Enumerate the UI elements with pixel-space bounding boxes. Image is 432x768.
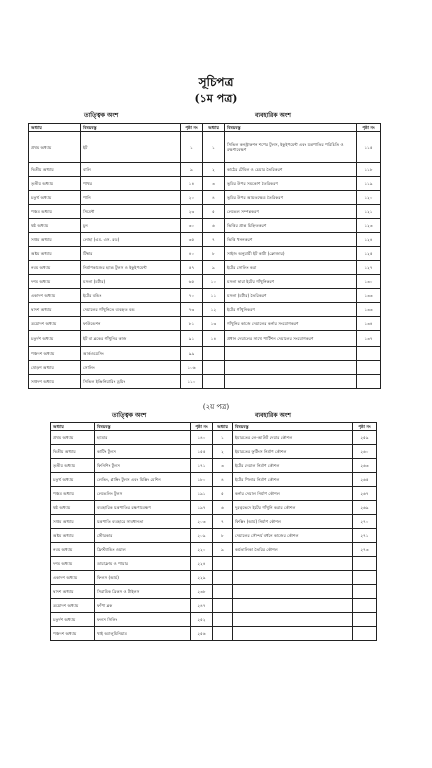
part1-cell-practical-subject: ভূমির উপর সমকোণ তৈরিকরণ [225, 177, 357, 191]
part2-cell-subject: কাটিং টুলস [95, 445, 191, 459]
part2-cell-subject: ডায়াফ্রাম ও পায়ার [95, 557, 191, 571]
part1-cell-page: ৬৫ [181, 275, 203, 289]
part1-cell-practical-subject: সিভিল কনস্ট্রাকশন শপের টুলস, ইকুইপমেন্ট এবং যন্ত্রপাতির পরিচিতি ও রক্ষণাবেক্ষণ [225, 132, 357, 163]
part2-cell-chapter: নবম অধ্যায় [51, 543, 95, 557]
part1-cell-page: ৯ [181, 163, 203, 177]
part1-row [29, 163, 381, 177]
part1-cell-page: ৭০ [181, 289, 203, 303]
part2-cell-page: ১৫৫ [191, 445, 213, 459]
part2-cell-chapter: অষ্টম অধ্যায় [51, 529, 95, 543]
part1-cell-practical-subject: ইটের সোলিং করা [225, 261, 357, 275]
part2-cell-practical-subject: কর্নার দেয়াল নির্মাণ কৌশল [233, 487, 353, 501]
part2-cell-practical-no [213, 613, 233, 627]
part2-cell-chapter: একাদশ অধ্যায় [51, 571, 95, 585]
part1-cell-practical-no: ১০ [203, 275, 225, 289]
part2-cell-practical-no: ৬ [213, 501, 233, 515]
part1-cell-practical-page: ১২৩ [357, 219, 381, 233]
part1-row [29, 177, 381, 191]
part1-cell-page: ১৪ [181, 177, 203, 191]
part2-cell-practical-no [213, 627, 233, 641]
part1-row [29, 219, 381, 233]
part1-row [29, 331, 381, 347]
part2-cell-chapter: সপ্তম অধ্যায় [51, 515, 95, 529]
part1-cell-page: ১১০ [181, 375, 203, 389]
part2-cell-subject: লেভিং, প্লাম্বিং টুলস এবং মিক্সিং মেশিন [95, 473, 191, 487]
part1-cell-chapter: সপ্তম অধ্যায় [29, 233, 81, 247]
part2-cell-practical-subject: দুরত্বভেদে ইটের গাঁথুনি করার কৌশল [233, 501, 353, 515]
part2-cell-practical-no: ৭ [213, 515, 233, 529]
part1-cell-practical-no: ৮ [203, 247, 225, 261]
part1-cell-practical-no: ৩ [203, 177, 225, 191]
page-title: সূচিপত্র [198, 75, 234, 89]
part2-cell-practical-no: ১ [213, 431, 233, 445]
part2-row [51, 585, 377, 599]
part1-cell-practical-no [203, 347, 225, 361]
part2-row [51, 487, 377, 501]
part1-cell-subject: টিম্বার [81, 247, 181, 261]
part2-cell-practical-no: ২ [213, 445, 233, 459]
part2-row [51, 543, 377, 557]
part2-cell-practical-subject: কর্মতালিকা তৈরির কৌশল [233, 543, 353, 557]
part1-cell-practical-page: ১৩৩ [357, 289, 381, 303]
part2-cell-practical-subject [233, 557, 353, 571]
part1-cell-subject: ফাউন্ডেশন [81, 317, 181, 331]
part2-cell-chapter: পঞ্চদশ অধ্যায় [51, 627, 95, 641]
part2-cell-practical-subject: ইটের দেয়াল নির্মাণ কৌশল [233, 459, 353, 473]
part2-cell-practical-page: ২৬৭ [353, 487, 377, 501]
part2-row [51, 599, 377, 613]
part1-cell-practical-subject [225, 361, 357, 375]
part2-cell-page: ২৪৭ [191, 599, 213, 613]
part1-practical-heading: ব্যবহারিক অংশ [255, 112, 291, 119]
part1-cell-practical-subject [225, 347, 357, 361]
part2-cell-practical-page: ২৫৯ [353, 431, 377, 445]
part2-cell-subject: ফলস সিলিং [95, 613, 191, 627]
part1-cell-chapter: ষষ্ঠ অধ্যায় [29, 219, 81, 233]
part2-cell-page: ২২৪ [191, 557, 213, 571]
part1-cell-practical-page: ১১৫ [357, 132, 381, 163]
part2-header-subject: বিষয়বস্তু [95, 423, 191, 431]
part2-cell-practical-page [353, 585, 377, 599]
part1-cell-practical-no: ৪ [203, 191, 225, 205]
part1-header-row [29, 124, 381, 132]
part1-cell-page: ১০৬ [181, 361, 203, 375]
part2-cell-chapter: দশম অধ্যায় [51, 557, 95, 571]
part1-cell-page: ৯৯ [181, 347, 203, 361]
part2-row [51, 613, 377, 627]
part2-cell-practical-page: ২৬৫ [353, 473, 377, 487]
part1-cell-practical-subject: প্রধান দেয়ালের সাথে পার্টিশন দেয়ালের সংযোগকরণ [225, 331, 357, 347]
part1-table [28, 123, 381, 389]
part1-cell-subject: সোলিং [81, 361, 181, 375]
part1-cell-chapter: প্রথম অধ্যায় [29, 132, 81, 163]
part2-header-practical-subject: বিষয়বস্তু [233, 423, 353, 431]
part1-cell-page: ৩৫ [181, 233, 203, 247]
part2-cell-practical-subject [233, 599, 353, 613]
part1-header-subject: বিষয়বস্তু [81, 124, 181, 132]
part2-cell-practical-subject [233, 585, 353, 599]
part1-header-practical-page: পৃষ্ঠা নং [357, 124, 381, 132]
part2-cell-chapter: প্রথম অধ্যায় [51, 431, 95, 445]
part1-cell-practical-page: ১২৫ [357, 247, 381, 261]
part1-cell-practical-page: ১২৪ [357, 233, 381, 247]
part2-row [51, 515, 377, 529]
part2-header-row [51, 423, 377, 431]
part1-cell-practical-subject: ভিত্তির প্রান্ত চিহ্নিতকরণ [225, 219, 357, 233]
part2-row [51, 431, 377, 445]
part1-cell-practical-subject: মসলা (মর্টার) তৈরিকরণ [225, 289, 357, 303]
part2-table [50, 422, 377, 641]
part2-row [51, 459, 377, 473]
part1-cell-practical-no: ৫ [203, 205, 225, 219]
part2-cell-practical-page: ২৭৩ [353, 543, 377, 557]
part2-row [51, 445, 377, 459]
part1-row [29, 347, 381, 361]
part1-cell-practical-page: ১১৮ [357, 163, 381, 177]
part1-cell-page: ৯১ [181, 331, 203, 347]
part1-cell-subject: সিমেন্ট [81, 205, 181, 219]
part2-cell-practical-no: ৮ [213, 529, 233, 543]
part2-cell-page: ২০৯ [191, 529, 213, 543]
part2-cell-page: ২৫৬ [191, 627, 213, 641]
part1-cell-subject: ইট বা ব্লকের গাঁথুনির কাজ [81, 331, 181, 347]
part2-cell-practical-page: ২৭১ [353, 529, 377, 543]
part1-row [29, 261, 381, 275]
part1-cell-practical-no: ৯ [203, 261, 225, 275]
part1-cell-practical-subject [225, 375, 357, 389]
part2-cell-practical-subject [233, 571, 353, 585]
part1-cell-page: ১ [181, 132, 203, 163]
part1-cell-subject: ইট [81, 132, 181, 163]
part1-header-chapter: অধ্যায় [29, 124, 81, 132]
part2-cell-chapter: তৃতীয় অধ্যায় [51, 459, 95, 473]
part1-cell-practical-no: ১৪ [203, 331, 225, 347]
part1-cell-chapter: তৃতীয় অধ্যায় [29, 177, 81, 191]
part1-cell-subject: ইটের বন্ডিং [81, 289, 181, 303]
part2-row [51, 529, 377, 543]
part2-cell-practical-page: ২৬৩ [353, 459, 377, 473]
part1-cell-practical-page: ১৩০ [357, 275, 381, 289]
part1-label: (১ম পত্র) [194, 92, 238, 105]
part2-row [51, 627, 377, 641]
part2-cell-practical-page [353, 627, 377, 641]
part1-cell-subject: বালি [81, 163, 181, 177]
part2-cell-practical-subject [233, 627, 353, 641]
part1-row [29, 375, 381, 389]
part1-cell-practical-page: ১৩৩ [357, 303, 381, 317]
part1-cell-subject: পানি [81, 191, 181, 205]
part2-cell-subject: হ্যামার [95, 431, 191, 445]
part1-row [29, 205, 381, 219]
part1-cell-practical-subject: সাইজ অনুযায়ী ইট কাটা (ক্লোজার) [225, 247, 357, 261]
part2-cell-page: ২৩৮ [191, 585, 213, 599]
part1-row [29, 303, 381, 317]
part1-cell-practical-subject: লেভেল সম্পন্নকরণ [225, 205, 357, 219]
part2-cell-subject: ব্যবহারিক যন্ত্রপাতির রক্ষণাবেক্ষণ [95, 501, 191, 515]
part1-cell-practical-page: ১২১ [357, 205, 381, 219]
part2-cell-practical-no: ৯ [213, 543, 233, 557]
part1-cell-practical-page [357, 347, 381, 361]
part2-cell-practical-page: ২৬০ [353, 445, 377, 459]
part2-cell-practical-subject: ইমারতের লে-আউট দেয়ার কৌশল [233, 431, 353, 445]
part1-cell-practical-no: ৬ [203, 219, 225, 233]
part1-cell-practical-page [357, 361, 381, 375]
part1-cell-practical-page: ১৩৭ [357, 331, 381, 347]
part1-cell-chapter: দ্বাদশ অধ্যায় [29, 303, 81, 317]
part1-cell-practical-page: ১১৯ [357, 177, 381, 191]
part2-cell-page: ১৪০ [191, 431, 213, 445]
part2-cell-practical-page: ২৭০ [353, 515, 377, 529]
part2-cell-subject: ফাঁপা ব্লক [95, 599, 191, 613]
part1-cell-subject: সিভিল ইঞ্জিনিয়ারিং ড্রয়িং [81, 375, 181, 389]
part1-cell-subject: নির্মাণকাজের হ্যান্ড টুলস ও ইকুইপমেন্ট [81, 261, 181, 275]
part2-header-practical-page: পৃষ্ঠা নং [353, 423, 377, 431]
part1-cell-page: ৪০ [181, 247, 203, 261]
part2-cell-page: ২২০ [191, 543, 213, 557]
part2-cell-chapter: ত্রয়োদশ অধ্যায় [51, 599, 95, 613]
part1-row [29, 275, 381, 289]
part2-cell-practical-page [353, 613, 377, 627]
part2-cell-practical-no [213, 585, 233, 599]
part2-cell-practical-no [213, 557, 233, 571]
part2-cell-chapter: চতুর্থ অধ্যায় [51, 473, 95, 487]
part2-cell-page: ১৮০ [191, 473, 213, 487]
part2-cell-practical-subject [233, 613, 353, 627]
part1-theory-heading: তাত্ত্বিক অংশ [84, 112, 119, 119]
part1-row [29, 132, 381, 163]
part1-cell-chapter: ত্রয়োদশ অধ্যায় [29, 317, 81, 331]
part1-header-practical-subject: বিষয়বস্তু [225, 124, 357, 132]
part2-header-practical-no: অধ্যায় [213, 423, 233, 431]
part2-cell-subject: স্টোরকার [95, 529, 191, 543]
part1-cell-chapter: ষোড়শ অধ্যায় [29, 361, 81, 375]
part2-cell-subject: লেভেলিং টুলস [95, 487, 191, 501]
part1-cell-chapter: সপ্তদশ অধ্যায় [29, 375, 81, 389]
part1-cell-practical-no [203, 375, 225, 389]
part1-cell-subject: আর্কওয়েসিং [81, 347, 181, 361]
part1-cell-practical-subject: মসলা দ্বারা ইটের গাঁথুনিকরণ [225, 275, 357, 289]
part1-cell-subject: লোহা (এম. এস. রড) [81, 233, 181, 247]
part2-cell-chapter: দ্বিতীয় অধ্যায় [51, 445, 95, 459]
part2-cell-chapter: দ্বাদশ অধ্যায় [51, 585, 95, 599]
part1-cell-chapter: পঞ্চম অধ্যায় [29, 205, 81, 219]
part2-label: (২য় পত্র) [202, 403, 230, 411]
part1-cell-page: ২৩ [181, 205, 203, 219]
part1-cell-practical-subject: ভিত্তি খননকরণ [225, 233, 357, 247]
part1-cell-practical-no: ১৩ [203, 317, 225, 331]
part1-cell-chapter: চতুর্থ অধ্যায় [29, 191, 81, 205]
part2-cell-practical-no [213, 571, 233, 585]
part1-cell-chapter: পঞ্চদশ অধ্যায় [29, 347, 81, 361]
part2-cell-page: ১৯১ [191, 487, 213, 501]
part1-row [29, 191, 381, 205]
part1-cell-practical-no: ১১ [203, 289, 225, 303]
part2-cell-practical-no: ৩ [213, 459, 233, 473]
part1-row [29, 289, 381, 303]
part2-cell-practical-page [353, 571, 377, 585]
part2-cell-chapter: ষষ্ঠ অধ্যায় [51, 501, 95, 515]
part2-cell-page: ১৯৭ [191, 501, 213, 515]
part2-cell-page: ১৭১ [191, 459, 213, 473]
part1-cell-practical-page: ১২৭ [357, 261, 381, 275]
part1-cell-practical-subject: ইটের গাঁথুনিকরণ [225, 303, 357, 317]
part2-cell-chapter: চতুর্দশ অধ্যায় [51, 613, 95, 627]
part2-cell-practical-subject: ফিক্সিং (আর্চ) নির্মাণ কৌশল [233, 515, 353, 529]
part1-cell-practical-subject: কাঠের টেবিল ও চেয়ার তৈরিকরণ [225, 163, 357, 177]
part1-row [29, 233, 381, 247]
part2-row [51, 473, 377, 487]
part2-cell-practical-page [353, 557, 377, 571]
part1-cell-chapter: একাদশ অধ্যায় [29, 289, 81, 303]
part2-header-chapter: অধ্যায় [51, 423, 95, 431]
part2-header-page: পৃষ্ঠা নং [191, 423, 213, 431]
part1-cell-practical-no [203, 361, 225, 375]
part1-cell-page: ৫৭ [181, 261, 203, 275]
part1-cell-subject: পাথর [81, 177, 181, 191]
part2-cell-subject: সিরামিক ব্রিকস ও টাইলস [95, 585, 191, 599]
part1-cell-chapter: নবম অধ্যায় [29, 261, 81, 275]
part2-cell-practical-subject: দেয়ালের সৌন্দর্য বর্ধনে কাজের কৌশল [233, 529, 353, 543]
part1-header-page: পৃষ্ঠা নং [181, 124, 203, 132]
part2-cell-practical-page [353, 599, 377, 613]
part1-cell-page: ৭৩ [181, 303, 203, 317]
part1-cell-practical-page: ১২০ [357, 191, 381, 205]
part2-cell-practical-subject: ইমারতের ফুটিংস নির্মাণ কৌশল [233, 445, 353, 459]
part1-cell-practical-page [357, 375, 381, 389]
part1-cell-practical-page: ১৩৪ [357, 317, 381, 331]
part2-cell-practical-no [213, 599, 233, 613]
part2-cell-practical-no: ৫ [213, 487, 233, 501]
part2-cell-practical-subject: ইটের পিলার নির্মাণ কৌশল [233, 473, 353, 487]
part2-cell-practical-page: ২৬৯ [353, 501, 377, 515]
part1-cell-page: ৩০ [181, 219, 203, 233]
part2-cell-chapter: পঞ্চম অধ্যায় [51, 487, 95, 501]
part1-cell-page: ২০ [181, 191, 203, 205]
part2-cell-page: ২২৯ [191, 571, 213, 585]
part2-cell-subject: ফিনিশিং টুলস [95, 459, 191, 473]
part2-cell-page: ২৫২ [191, 613, 213, 627]
part1-cell-subject: মসলা (মর্টার) [81, 275, 181, 289]
part2-cell-practical-no: ৪ [213, 473, 233, 487]
part2-row [51, 557, 377, 571]
part1-cell-subject: চুন [81, 219, 181, 233]
part2-cell-subject: ফ্রিস্ট্যান্ডিং ওয়াল [95, 543, 191, 557]
part2-row [51, 501, 377, 515]
part1-cell-chapter: দশম অধ্যায় [29, 275, 81, 289]
part1-cell-practical-no: ৭ [203, 233, 225, 247]
part1-header-practical-no: অধ্যায় [203, 124, 225, 132]
part1-cell-subject: দেয়ালের গাঁথুনিতে ব্যবহৃত বন্ড [81, 303, 181, 317]
part1-row [29, 361, 381, 375]
part1-cell-practical-no: ২ [203, 163, 225, 177]
part1-cell-practical-no: ১ [203, 132, 225, 163]
part1-cell-chapter: অষ্টম অধ্যায় [29, 247, 81, 261]
part1-row [29, 247, 381, 261]
part1-cell-page: ৮১ [181, 317, 203, 331]
part1-cell-chapter: চতুর্দশ অধ্যায় [29, 331, 81, 347]
part2-theory-heading: তাত্ত্বিক অংশ [112, 412, 147, 419]
part2-practical-heading: ব্যবহারিক অংশ [255, 412, 291, 419]
part1-cell-chapter: দ্বিতীয় অধ্যায় [29, 163, 81, 177]
part2-cell-page: ২০৩ [191, 515, 213, 529]
part1-cell-practical-no: ১২ [203, 303, 225, 317]
part2-cell-subject: যন্ত্রপাতি ব্যবহারে সাবধানতা [95, 515, 191, 529]
part2-cell-subject: থাই অ্যালুমিনিয়াম [95, 627, 191, 641]
part2-cell-subject: ফিলস (আর্চ) [95, 571, 191, 585]
part2-row [51, 571, 377, 585]
part1-cell-practical-subject: গাঁথুনির কাজে দেয়ালের কর্নার সংযোগকরণ [225, 317, 357, 331]
part1-row [29, 317, 381, 331]
part1-cell-practical-subject: ভূমির উপর আয়তক্ষেত্র তৈরিকরণ [225, 191, 357, 205]
